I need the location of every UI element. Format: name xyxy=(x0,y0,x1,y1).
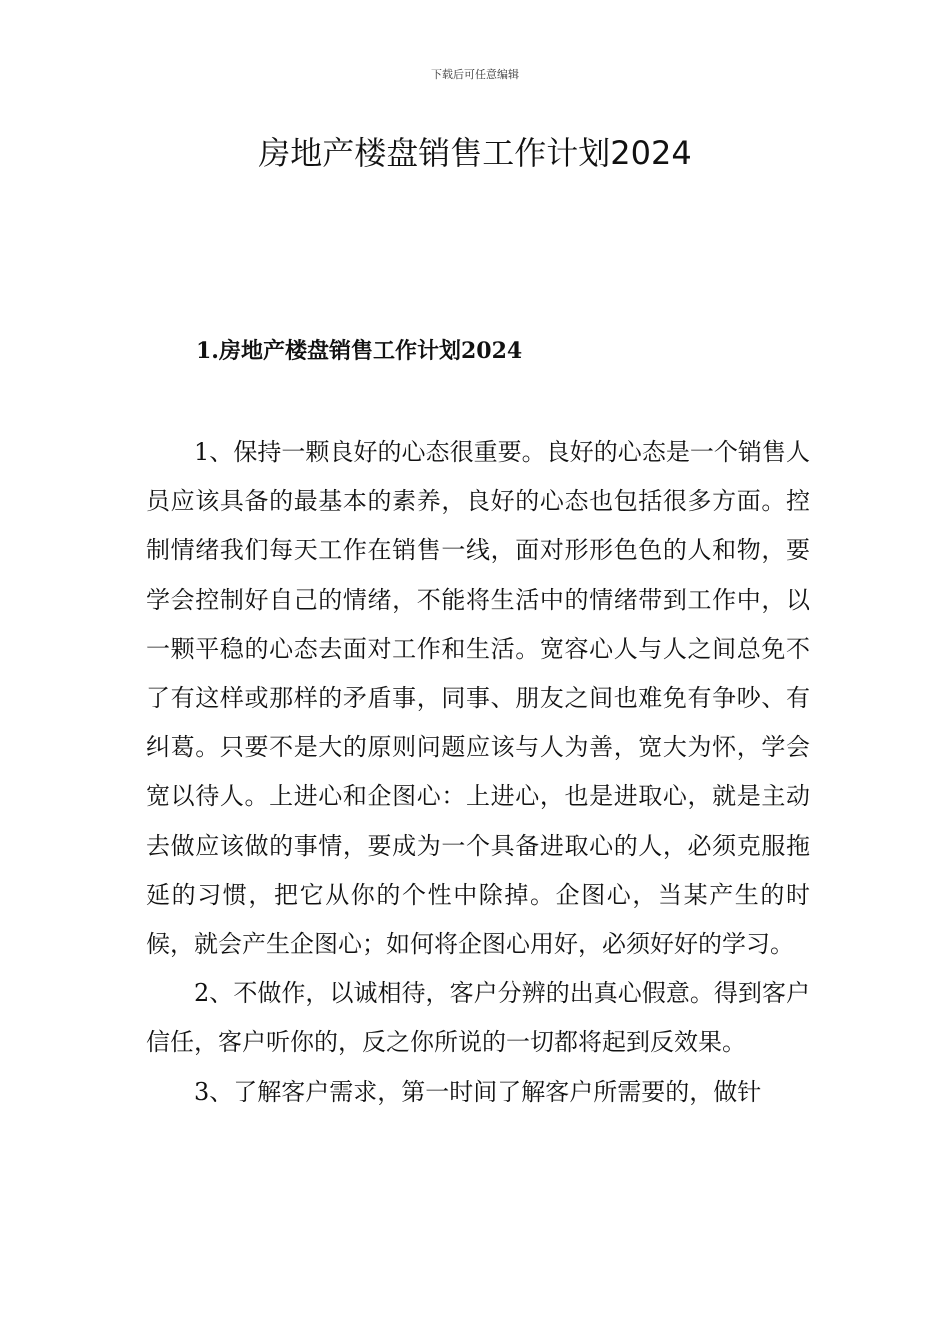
paragraph-2: 2、不做作，以诚相待，客户分辨的出真心假意。得到客户信任，客户听你的，反之你所说的一切都将起到反效果。 xyxy=(146,979,810,1057)
section-heading: 1.房地产楼盘销售工作计划2024 xyxy=(196,338,523,364)
paragraph-1: 1、保持一颗良好的心态很重要。良好的心态是一个销售人员应该具备的最基本的素养，良好的心态也包括很多方面。控制情绪我们每天工作在销售一线，面对形形色色的人和物，要学会控制好自己的情绪，不能将生活中的情绪带到工作中，以一颗平稳的心态去面对工作和生活。宽容心人与人之间总免不了有这样或那样的矛盾事，同事、朋友之间也难免有争吵、有纠葛。只要不是大的原则问题应该与人为善，宽大为怀，学会宽以待人。上进心和企图心：上进心，也是进取心，就是主动去做应该做的事情，要成为一个具备进取心的人，必须克服拖延的习惯，把它从你的个性中除掉。企图心，当某产生的时候，就会产生企图心；如何将企图心用好，必须好好的学习。 xyxy=(146,438,810,959)
header-note: 下载后可任意编辑 xyxy=(431,68,519,81)
document-title: 房地产楼盘销售工作计划2024 xyxy=(258,134,692,172)
body-text xyxy=(146,428,810,1117)
paragraph-3: 3、了解客户需求，第一时间了解客户所需要的，做针 xyxy=(194,1077,762,1106)
